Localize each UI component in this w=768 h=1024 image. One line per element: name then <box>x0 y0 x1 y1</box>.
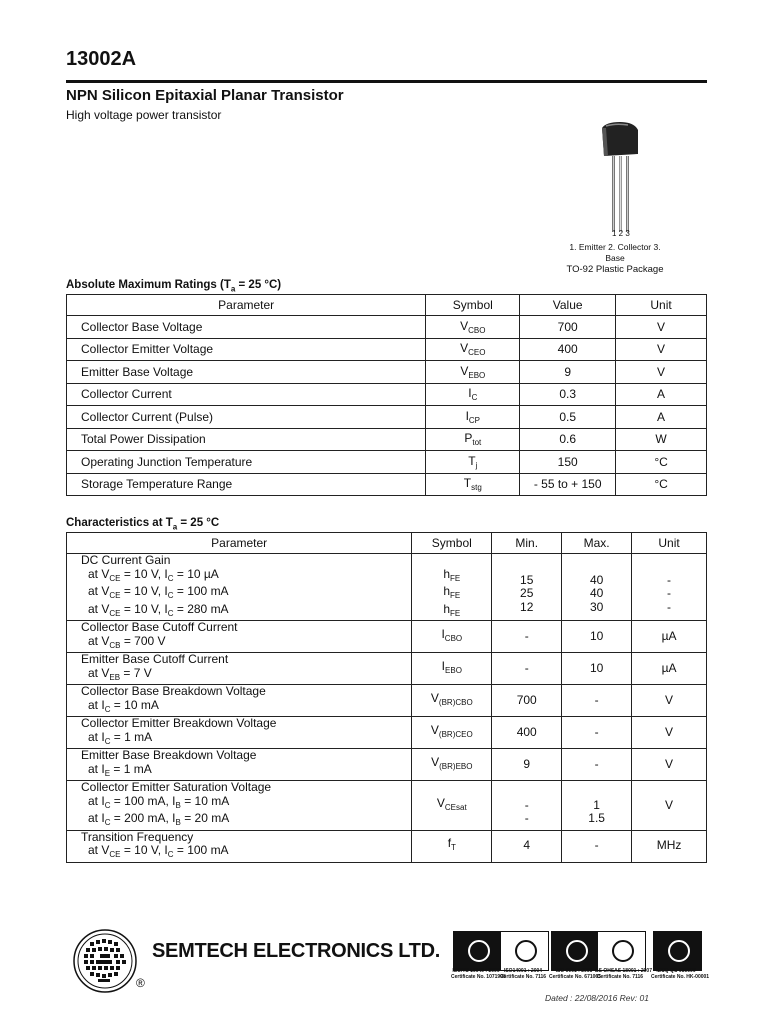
table-row <box>67 554 707 621</box>
unit-value: - <box>667 586 672 600</box>
min-value: 4 <box>523 838 531 853</box>
symbol: $V_{CEsat}$ <box>436 795 467 812</box>
symbol-line <box>416 628 487 646</box>
unit-value: V <box>665 692 674 707</box>
value-cell: 700 <box>520 316 616 339</box>
abs-max-table <box>66 294 707 496</box>
symbol-subscript: (BR)EBO <box>439 761 473 771</box>
condition-subscript: B <box>175 800 181 810</box>
max-cell <box>562 621 632 653</box>
condition-subscript: C <box>167 591 174 600</box>
symbol-subscript: CBO <box>468 325 486 335</box>
certification-caption: ISO 9001 : 2008 Certificate No. 671065 <box>549 968 601 980</box>
certification-badge <box>500 931 549 971</box>
param-condition: at $V_{CE} = 10$ V, $I_C = 10$ µA <box>88 566 219 583</box>
param-cell: Collector Base Voltage <box>67 316 426 339</box>
min-cell <box>492 554 562 621</box>
symbol: $T_j$ <box>468 453 478 470</box>
unit-cell <box>632 830 707 862</box>
certification-caption: ISO/TS 16949 : 2009 Certificate No. 1071998 <box>451 968 506 980</box>
symbol-cell <box>426 473 520 496</box>
unit-value: V <box>665 797 674 812</box>
symbol: $h_{FE}$ <box>443 566 461 583</box>
symbol-subscript: T <box>451 843 456 853</box>
max-value: 40 <box>589 586 604 600</box>
condition-subscript: C <box>104 736 111 746</box>
symbol-subscript: EBO <box>468 370 486 380</box>
semtech-logo-icon <box>72 928 138 994</box>
param-cell: Collector Emitter Voltage <box>67 338 426 361</box>
badge-mark <box>515 940 537 962</box>
min-cell <box>492 830 562 862</box>
max-cell <box>562 717 632 749</box>
characteristics-title: Characteristics at $T_a = 25$ °C <box>66 517 220 532</box>
symbol-subscript: EBO <box>445 665 462 675</box>
symbol-line <box>416 797 487 815</box>
symbol: $I_C$ <box>468 386 478 403</box>
symbol-cell <box>412 749 492 781</box>
symbol-cell <box>426 316 520 339</box>
column-header: Unit <box>616 295 707 316</box>
symbol-subscript: FE <box>450 608 461 618</box>
param-cell: Collector Current <box>67 383 426 406</box>
certification-badge <box>551 931 600 971</box>
condition-subscript: C <box>104 800 111 810</box>
value-cell: 0.3 <box>520 383 616 406</box>
param-name: Emitter Base Breakdown Voltage <box>81 748 257 762</box>
max-value: - <box>594 756 599 771</box>
column-header: Unit <box>632 533 707 554</box>
symbol: $I_{CP}$ <box>465 408 481 425</box>
symbol-cell <box>426 406 520 429</box>
condition-subscript: CE <box>109 573 121 583</box>
table-row <box>67 428 707 451</box>
pin-numbers: 1 2 3 <box>612 229 630 238</box>
symbol-cell <box>426 361 520 384</box>
value-cell: 0.6 <box>520 428 616 451</box>
min-value: 25 <box>520 586 534 600</box>
param-condition: at $V_{CE} = 10$ V, $I_C = 280$ mA <box>88 601 229 618</box>
unit-cell <box>632 554 707 621</box>
symbol: $h_{FE}$ <box>443 584 461 600</box>
param-condition: at $V_{CE} = 10$ V, $I_C = 100$ mA <box>88 584 229 600</box>
symbol: $I_{EBO}$ <box>441 658 462 675</box>
param-condition: at $I_C = 100$ mA, $I_B = 10$ mA <box>88 793 230 810</box>
max-value: - <box>594 724 599 739</box>
company-name: SEMTECH ELECTRONICS LTD. <box>152 940 440 962</box>
value-cell: 150 <box>520 451 616 474</box>
unit-value: µA <box>661 628 677 643</box>
symbol-cell <box>412 685 492 717</box>
condition-subscript: EB <box>109 672 121 682</box>
max-cell <box>562 749 632 781</box>
max-value: 1 <box>593 797 600 812</box>
badge-mark <box>566 940 588 962</box>
min-value: 400 <box>516 724 537 739</box>
unit-cell: V <box>616 361 707 384</box>
condition-subscript: CE <box>109 591 121 600</box>
min-value: - <box>524 628 529 643</box>
param-condition: at $V_{CB} = 700$ V <box>88 633 166 650</box>
symbol-cell <box>426 338 520 361</box>
column-header: Value <box>520 295 616 316</box>
min-cell <box>492 717 562 749</box>
condition-subscript: C <box>167 608 174 618</box>
certification-badge <box>597 931 646 971</box>
min-cell <box>492 653 562 685</box>
column-header: Parameter <box>67 533 412 554</box>
unit-cell: A <box>616 383 707 406</box>
symbol: $V_{EBO}$ <box>460 363 486 380</box>
min-value: 700 <box>516 692 537 707</box>
symbol-subscript: stg <box>471 483 482 493</box>
max-cell <box>562 554 632 621</box>
symbol-line <box>416 837 487 855</box>
unit-value: MHz <box>656 838 682 853</box>
certification-caption: ISO14001 : 2004 Certificate No. 7116 <box>499 968 547 980</box>
min-value: 12 <box>520 599 534 614</box>
param-cell <box>67 685 412 717</box>
symbol: $I_{CBO}$ <box>441 626 463 643</box>
max-value: 1.5 <box>588 811 605 825</box>
badge-mark <box>668 940 690 962</box>
unit-cell: °C <box>616 473 707 496</box>
unit-value: V <box>665 756 674 771</box>
param-cell <box>67 554 412 621</box>
condition-subscript: B <box>175 818 181 827</box>
symbol-line <box>416 660 487 678</box>
unit-cell: V <box>616 316 707 339</box>
condition-subscript: C <box>104 704 111 714</box>
max-value: 10 <box>589 660 604 675</box>
column-header: Symbol <box>412 533 492 554</box>
min-value: - <box>524 811 529 825</box>
param-cell <box>67 781 412 831</box>
table-header-row <box>67 295 707 316</box>
condition-subscript: C <box>104 818 111 827</box>
param-condition: at $V_{CE} = 10$ V, $I_C = 100$ mA <box>88 843 229 859</box>
symbol-line <box>416 692 487 710</box>
table-row <box>67 685 707 717</box>
symbol: $V_{CEO}$ <box>460 341 486 358</box>
symbol: $V_{(BR)EBO}$ <box>431 754 473 771</box>
device-description: High voltage power transistor <box>66 108 222 122</box>
table-row <box>67 781 707 831</box>
param-name: Emitter Base Cutoff Current <box>81 652 229 666</box>
unit-cell: V <box>616 338 707 361</box>
param-condition: at $I_C = 10$ mA <box>88 697 159 714</box>
unit-cell <box>632 717 707 749</box>
unit-value: V <box>665 724 674 739</box>
symbol-cell <box>412 621 492 653</box>
symbol-subscript: (BR)CBO <box>438 697 473 707</box>
max-value: 30 <box>589 599 604 614</box>
table-row <box>67 621 707 653</box>
unit-cell: W <box>616 428 707 451</box>
condition-subscript: C <box>167 573 174 583</box>
max-value: 10 <box>589 628 604 643</box>
table-row <box>67 830 707 862</box>
column-header: Min. <box>492 533 562 554</box>
max-value: - <box>594 692 599 707</box>
param-cell: Storage Temperature Range <box>67 473 426 496</box>
param-name: Collector Emitter Breakdown Voltage <box>81 716 277 730</box>
registered-mark: ® <box>136 976 145 990</box>
unit-cell <box>632 621 707 653</box>
max-cell <box>562 653 632 685</box>
symbol-subscript: CBO <box>444 633 463 643</box>
table-row <box>67 383 707 406</box>
max-cell <box>562 781 632 831</box>
revision-date: Dated : 22/08/2016 Rev: 01 <box>545 993 649 1003</box>
max-value: 40 <box>589 572 604 587</box>
table-row <box>67 451 707 474</box>
param-name: Collector Base Cutoff Current <box>81 620 238 634</box>
max-cell <box>562 830 632 862</box>
symbol-subscript: j <box>475 460 478 470</box>
pin-caption: 1. Emitter 2. Collector 3. Base <box>569 242 661 263</box>
min-cell <box>492 685 562 717</box>
unit-value: - <box>667 599 672 614</box>
param-cell <box>67 830 412 862</box>
condition-subscript: E <box>104 768 111 778</box>
abs-max-title: Absolute Maximum Ratings ($T_a = 25$ °C) <box>66 279 282 294</box>
table-row <box>67 361 707 384</box>
certification-badge <box>653 931 702 971</box>
symbol-line <box>416 724 487 742</box>
param-cell <box>67 653 412 685</box>
badge-mark <box>468 940 490 962</box>
value-cell: - 55 to + 150 <box>520 473 616 496</box>
symbol-cell <box>412 717 492 749</box>
symbol: $T_{stg}$ <box>463 476 482 493</box>
certification-caption: IECQ QC 080000 Certificate No. HK-00001 <box>651 968 710 980</box>
symbol-subscript: CP <box>468 415 481 425</box>
symbol-line <box>416 603 487 621</box>
value-cell: 400 <box>520 338 616 361</box>
symbol: $V_{CBO}$ <box>460 318 486 335</box>
param-name: Collector Emitter Saturation Voltage <box>81 780 272 794</box>
param-cell: Operating Junction Temperature <box>67 451 426 474</box>
column-header: Symbol <box>426 295 520 316</box>
param-condition: at $V_{EB} = 7$ V <box>88 665 152 682</box>
table-row <box>67 316 707 339</box>
condition-subscript: C <box>167 850 174 859</box>
symbol-subscript: C <box>471 393 478 403</box>
param-cell: Emitter Base Voltage <box>67 361 426 384</box>
column-header: Max. <box>562 533 632 554</box>
unit-cell: °C <box>616 451 707 474</box>
param-cell: Total Power Dissipation <box>67 428 426 451</box>
symbol: $V_{(BR)CBO}$ <box>430 690 473 707</box>
symbol-cell <box>426 428 520 451</box>
min-cell <box>492 621 562 653</box>
table-row <box>67 406 707 429</box>
to92-package-image <box>596 120 646 240</box>
param-cell <box>67 749 412 781</box>
value-cell: 9 <box>520 361 616 384</box>
param-name: Collector Base Breakdown Voltage <box>81 684 266 698</box>
symbol-subscript: CEsat <box>444 802 467 812</box>
value-cell: 0.5 <box>520 406 616 429</box>
package-caption <box>560 242 670 275</box>
symbol: $V_{(BR)CEO}$ <box>430 722 473 739</box>
symbol-subscript: FE <box>450 591 461 600</box>
symbol: $h_{FE}$ <box>443 601 461 618</box>
condition-subscript: CE <box>109 608 121 618</box>
symbol-line <box>416 756 487 774</box>
unit-value: - <box>667 572 672 587</box>
symbol-cell <box>426 451 520 474</box>
symbol: $f_T$ <box>447 836 456 853</box>
symbol-subscript: FE <box>450 573 461 583</box>
max-value: - <box>594 838 599 853</box>
table-header-row <box>67 533 707 554</box>
param-name: DC Current Gain <box>81 553 171 567</box>
min-value: 15 <box>520 572 534 587</box>
max-cell <box>562 685 632 717</box>
table-row <box>67 749 707 781</box>
page-title: 13002A <box>66 48 137 70</box>
certification-caption: BS OHSAS 18001 : 2007 Certificate No. 7116 <box>595 968 652 980</box>
symbol-subscript: CEO <box>468 348 486 358</box>
unit-value: µA <box>661 660 677 675</box>
certification-badge <box>453 931 502 971</box>
param-condition: at $I_C = 200$ mA, $I_B = 20$ mA <box>88 811 230 827</box>
symbol-line <box>416 585 487 603</box>
min-value: - <box>524 660 529 675</box>
table-row <box>67 473 707 496</box>
symbol-cell <box>412 781 492 831</box>
package-name: TO-92 Plastic Package <box>566 264 664 275</box>
symbol: $P_{tot}$ <box>464 431 482 448</box>
min-value: - <box>524 797 529 812</box>
title-rule <box>66 80 707 83</box>
symbol-subscript: tot <box>472 438 482 448</box>
table-row <box>67 338 707 361</box>
symbol-cell <box>426 383 520 406</box>
unit-cell <box>632 781 707 831</box>
symbol-cell <box>412 653 492 685</box>
unit-cell: A <box>616 406 707 429</box>
unit-cell <box>632 749 707 781</box>
param-name: Transition Frequency <box>81 829 194 844</box>
symbol-line <box>416 568 487 586</box>
table-row <box>67 717 707 749</box>
symbol-cell <box>412 554 492 621</box>
badge-mark <box>612 940 634 962</box>
param-cell <box>67 621 412 653</box>
device-subtitle: NPN Silicon Epitaxial Planar Transistor <box>66 87 344 104</box>
param-condition: at $I_E = 1$ mA <box>88 761 152 778</box>
condition-subscript: CB <box>109 640 121 650</box>
symbol-subscript: (BR)CEO <box>438 729 473 739</box>
table-row <box>67 653 707 685</box>
column-header: Parameter <box>67 295 426 316</box>
unit-cell <box>632 685 707 717</box>
condition-subscript: CE <box>109 850 121 859</box>
min-value: 9 <box>523 756 531 771</box>
characteristics-table <box>66 532 707 863</box>
min-cell <box>492 781 562 831</box>
param-condition: at $I_C = 1$ mA <box>88 729 153 746</box>
param-cell: Collector Current (Pulse) <box>67 406 426 429</box>
symbol-cell <box>412 830 492 862</box>
unit-cell <box>632 653 707 685</box>
min-cell <box>492 749 562 781</box>
param-cell <box>67 717 412 749</box>
